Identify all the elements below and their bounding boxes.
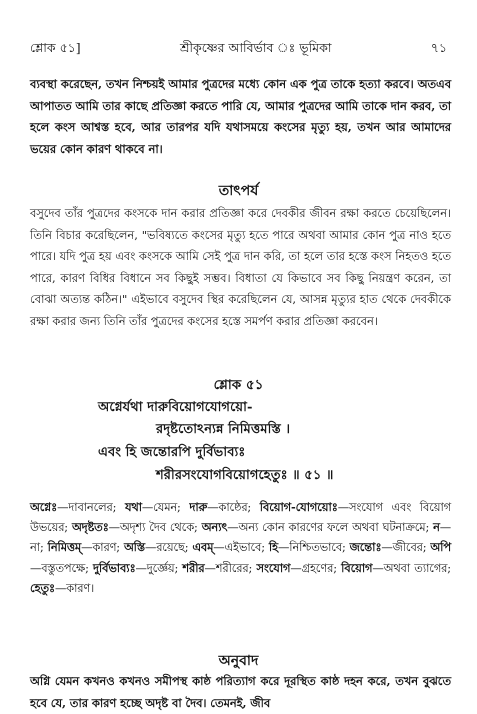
synonym-word: অস্তি <box>123 540 145 555</box>
synonym-word: জন্তোঃ <box>349 540 382 555</box>
synonym-meaning: —এইভাবে; <box>213 540 269 555</box>
synonym-word: অপি <box>430 540 451 555</box>
synonym-meaning: —অথবা ত্যাগের; <box>372 560 451 575</box>
synonym-entry <box>182 561 256 575</box>
synonym-word: হেতুঃ <box>30 580 55 595</box>
synonym-meaning: —কাষ্ঠের; <box>207 500 260 514</box>
synonym-entry <box>256 561 341 575</box>
verse-line: শরীরসংযোগবিয়োগহেতুঃ ॥ ৫১ ॥ <box>156 468 334 483</box>
translation-text: অগ্নি যেমন কখনও কখনও সমীপস্থ কাষ্ঠ পরিত্যাগ করে দূরস্থিত কাষ্ঠ দহন করে, তখন বুঝতে হবে যে, তার কারণ হচ্ছে অদৃষ্ট বা দৈব। তেমনই, জীব <box>30 674 451 710</box>
synonym-entry <box>125 500 189 514</box>
synonym-meaning: —রয়েছে; <box>144 540 193 555</box>
synonym-meaning: —জীবের; <box>381 540 431 555</box>
synonym-meaning: —যেমন; <box>141 500 190 514</box>
synonym-word: যথা <box>124 500 142 514</box>
synonym-word: সংযোগ <box>256 560 291 575</box>
synonym-meaning: —গ্রহণের; <box>290 560 342 575</box>
header-page-number: ৭১ <box>430 40 447 55</box>
synonym-entry <box>192 540 268 554</box>
translation-heading: অনুবাদ <box>218 653 259 669</box>
synonym-entry <box>341 561 451 575</box>
synonym-entry <box>350 540 431 554</box>
synonym-meaning: —বস্তুতপক্ষে; <box>30 560 94 575</box>
synonym-meaning: —দুর্জ্ঞেয়; <box>135 560 183 575</box>
synonym-word: হি <box>268 540 278 555</box>
synonym-meaning: —সংযোগ এবং বিয়োগ উভয়ের; <box>30 500 451 535</box>
synonym-meaning: —অন্য কোন কারণের ফলে অথবা ঘটনাক্রমে; <box>227 520 434 535</box>
word-for-word-synonyms <box>30 497 451 598</box>
synonym-word: নিমিত্তম্ <box>47 540 82 555</box>
synonym-entry <box>189 500 259 514</box>
synonym-entry <box>30 500 125 514</box>
synonym-word: অগ্নেঃ <box>30 500 58 514</box>
synonym-meaning: —শরীরের; <box>204 560 257 575</box>
top-paragraph: ব্যবস্থা করেছেন, তখন নিশ্চয়ই আমার পুত্রদের মধ্যে কোন এক পুত্র তাকে হত্যা করবে। অতএব আপাতত আমি তার কাছে প্রতিজ্ঞা করতে পারি যে, আমার পুত্রদের আমি তাকে দান করব, তা হলে কংস আশ্বস্ত হবে, আর তারপর যদি যথাসময়ে কংসের মৃত্যু হয়, তখন আর আমাদের ভয়ের কোন কারণ থাকবে না। <box>30 77 451 156</box>
synonym-entry <box>269 540 350 554</box>
purport-text: বসুদেব তাঁর পুত্রদের কংসকে দান করার প্রতিজ্ঞা করে দেবকীর জীবন রক্ষা করতে চেয়েছিলেন। তিনি বিচার করেছিলেন, "ভবিষ্যতে কংসের মৃত্যু হতে পারে অথবা আমার কোন পুত্র নাও হতে পারে। যদি পুত্র হয় এবং কংসকে আমি সেই পুত্র দান করি, তা হলে তার হস্তে কংস নিহতও হতে পারে, কারণ বিধির বিধানে সব কিছুই সম্ভব। বিধাতা যে কিভাবে সব কিছু নিয়ন্ত্রণ করেন, তা বোঝা অত্যন্ত কঠিন।" এইভাবে বসুদেব স্থির করেছিলেন যে, আসন্ন মৃত্যুর হাত থেকে দেবকীকে রক্ষা করার জন্য তিনি তাঁর পুত্রদের কংসের হস্তে সমর্পণ করার প্রতিজ্ঞা করবেন। <box>30 206 451 328</box>
synonym-entry <box>72 520 202 534</box>
header-verse-ref: শ্লোক ৫১] <box>30 40 81 55</box>
synonym-entry <box>93 561 182 575</box>
synonym-meaning: —অদৃশ্য দৈব থেকে; <box>108 520 202 535</box>
synonym-entry <box>124 540 192 554</box>
page-header <box>30 40 447 56</box>
purport-heading: তাৎপর্য <box>218 183 259 199</box>
synonym-entry <box>202 520 433 534</box>
verse-line: অগ্নের্যথা দারুবিয়োগযোগয়ো- <box>98 400 253 415</box>
synonym-meaning: —দাবানলের; <box>57 500 125 514</box>
synonym-word: শরীর <box>182 560 205 575</box>
synonym-word: দুর্বিভাব্যঃ <box>93 560 136 575</box>
synonym-word: অদৃষ্টতঃ <box>71 520 109 535</box>
verse-heading: শ্লোক ৫১ <box>213 377 264 393</box>
synonym-entry <box>30 581 94 595</box>
synonym-word: বিয়োগ-যোগয়োঃ <box>259 500 338 514</box>
synonym-word: দারু <box>189 500 208 514</box>
synonym-word: এবম্ <box>192 540 214 555</box>
synonym-word: বিয়োগ <box>341 560 373 575</box>
synonym-word: ন <box>433 520 440 535</box>
synonym-meaning: —নিশ্চিতভাবে; <box>277 540 350 555</box>
synonym-entry <box>48 540 124 554</box>
synonym-meaning: —না; <box>30 520 451 555</box>
synonym-meaning: —কারণ। <box>54 580 95 595</box>
verse-line: রদৃষ্টতোঽন্যন্ন নিমিত্তমস্তি । <box>156 422 291 437</box>
synonym-meaning: —কারণ; <box>81 540 124 555</box>
synonym-word: অন্যৎ <box>201 520 228 535</box>
header-chapter-title: শ্রীকৃষ্ণের আবির্ভাব ঃ ভূমিকা <box>179 40 332 55</box>
verse-line: এবং হি জন্তোরপি দুর্বিভাব্যঃ <box>98 445 246 460</box>
